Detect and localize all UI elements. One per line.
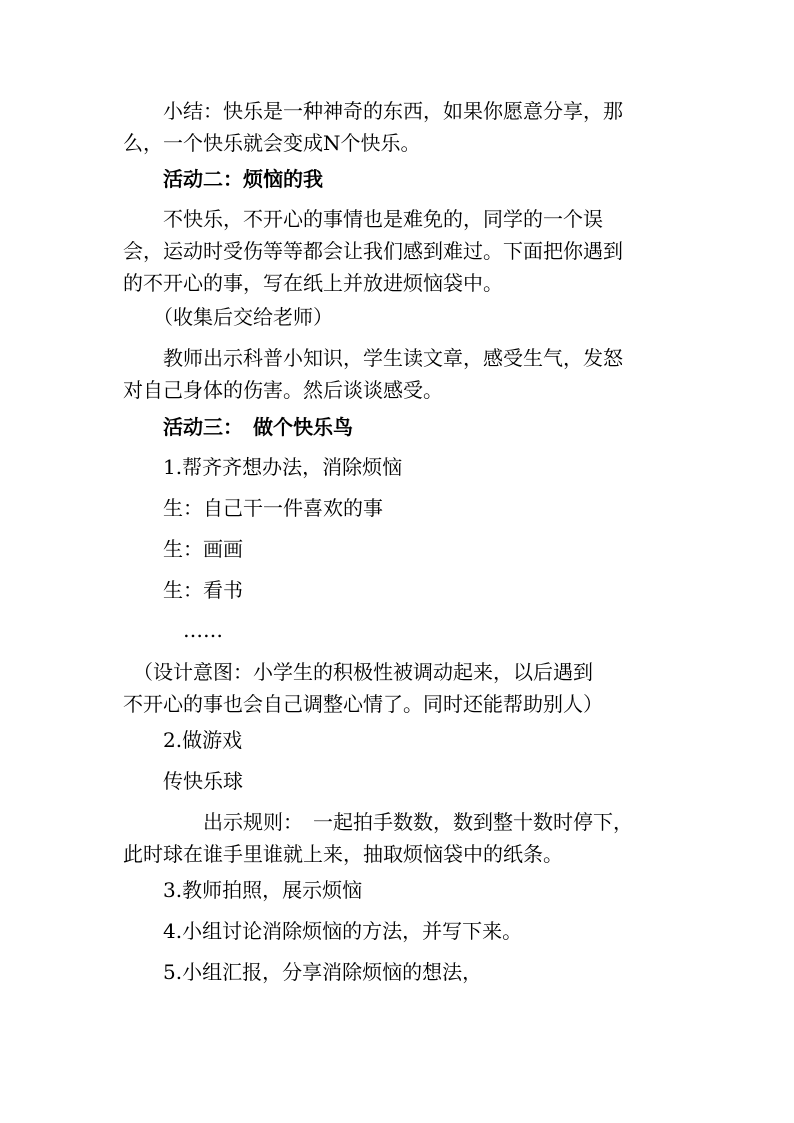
text-line: 不开心的事也会自己调整心情了。同时还能帮助别人） (123, 692, 603, 716)
text-line: 生：自己干一件喜欢的事 (123, 496, 383, 520)
text-line: 此时球在谁手里谁就上来，抽取烦恼袋中的纸条。 (123, 842, 563, 866)
paragraph-unhappy (123, 203, 663, 299)
text-line: 5.小组汇报，分享消除烦恼的想法， (123, 960, 483, 984)
text-line: 2.做游戏 (123, 728, 243, 752)
student-answer-1 (123, 492, 663, 524)
text-line: 1.帮齐齐想办法，消除烦恼 (123, 455, 403, 479)
paragraph-teacher-shows (123, 342, 663, 406)
text-line: 3.教师拍照，展示烦恼 (123, 878, 363, 902)
text-line: 对自己身体的伤害。然后谈谈感受。 (123, 378, 443, 402)
text-line: 出示规则： 一起拍手数数，数到整十数时停下， (123, 810, 633, 834)
text-line: 不快乐，不开心的事情也是难免的，同学的一个误 (123, 207, 603, 231)
text-line: 么，一个快乐就会变成N个快乐。 (123, 131, 421, 155)
student-answer-2 (123, 533, 663, 565)
list-item-1 (123, 451, 663, 483)
paragraph-collect (123, 301, 663, 333)
heading-activity-three (123, 411, 663, 443)
text-line: 教师出示科普小知识，学生读文章，感受生气，发怒 (123, 346, 623, 370)
text-line: 4.小组讨论消除烦恼的方法，并写下来。 (123, 919, 523, 943)
list-item-3 (123, 874, 663, 906)
list-item-4 (123, 915, 663, 947)
paragraph-summary (123, 95, 663, 159)
list-item-2 (123, 724, 663, 756)
text-line: 传快乐球 (123, 769, 243, 793)
list-item-5 (123, 956, 663, 988)
paragraph-rules (123, 806, 663, 870)
text-line: …… (123, 618, 223, 642)
text-line: 小结：快乐是一种神奇的东西，如果你愿意分享，那 (123, 99, 623, 123)
text-line: （设计意图：小学生的积极性被调动起来，以后遇到 (123, 660, 593, 684)
heading-activity-two (123, 163, 663, 195)
text-line: 的不开心的事，写在纸上并放进烦恼袋中。 (123, 271, 503, 295)
text-line: 活动二：烦恼的我 (123, 167, 323, 191)
text-line: 会，运动时受伤等等都会让我们感到难过。下面把你遇到 (123, 239, 623, 263)
text-line: 生：看书 (123, 578, 243, 602)
paragraph-design-intent (123, 656, 663, 720)
ellipsis (123, 614, 663, 646)
text-line: 活动三： 做个快乐鸟 (123, 415, 353, 439)
text-line: 生：画画 (123, 537, 243, 561)
game-name (123, 765, 663, 797)
text-line: （收集后交给老师） (123, 305, 333, 329)
student-answer-3 (123, 574, 663, 606)
